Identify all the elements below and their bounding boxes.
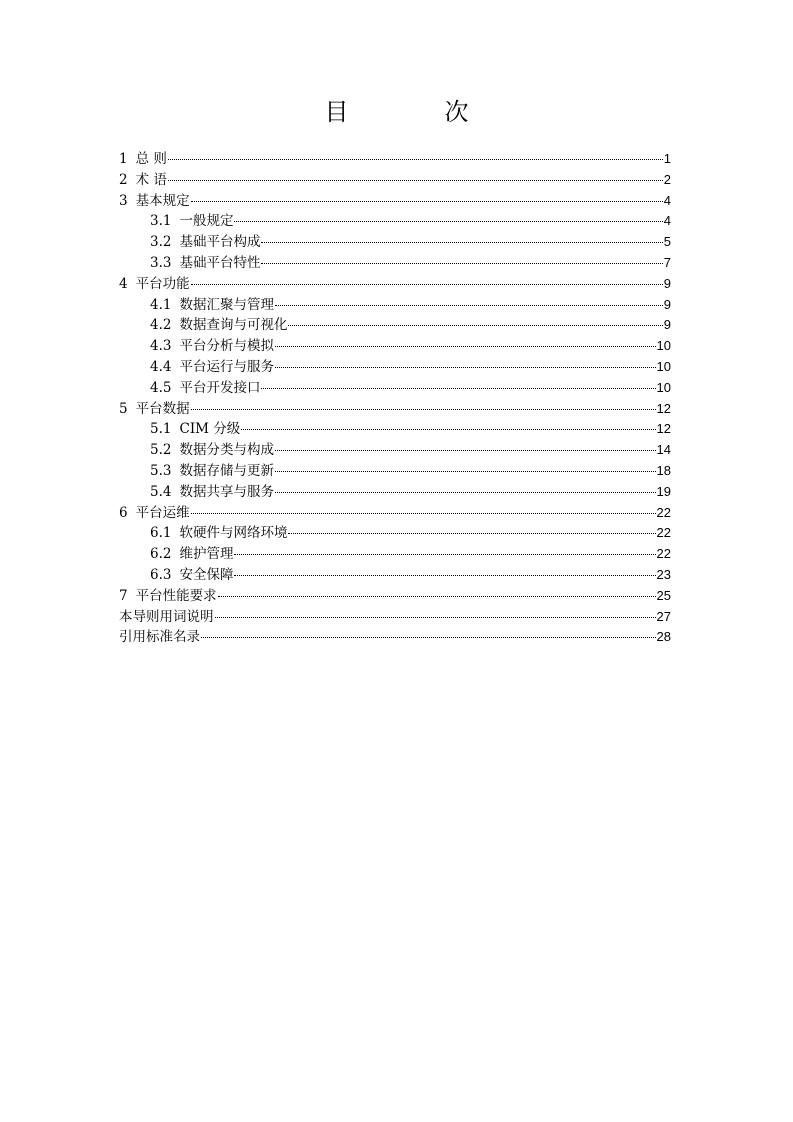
toc-entry[interactable] [119, 565, 671, 586]
page-title: 目 次 [324, 98, 505, 126]
toc-entry[interactable] [119, 149, 671, 170]
toc-entry-page: 2 [663, 171, 671, 187]
toc-entry[interactable] [119, 357, 671, 378]
dot-leader [241, 429, 655, 430]
table-of-contents [119, 149, 671, 648]
toc-entry-title: 基础平台特性 [179, 254, 261, 271]
toc-entry-title: 平台功能 [135, 275, 190, 292]
toc-entry-number: 5 [119, 400, 128, 417]
toc-entry-page: 19 [656, 483, 671, 499]
dot-leader [261, 263, 662, 264]
dot-leader [191, 284, 663, 285]
toc-entry[interactable] [119, 253, 671, 274]
toc-entry[interactable] [119, 295, 671, 316]
toc-entry-title: 本导则用词说明 [119, 608, 214, 625]
toc-entry-number: 4.5 [150, 379, 172, 396]
dot-leader [168, 180, 663, 181]
toc-entry-title: 平台开发接口 [179, 379, 261, 396]
toc-entry-number: 6.1 [150, 525, 172, 542]
toc-entry-page: 5 [663, 234, 671, 250]
toc-entry-page: 10 [656, 358, 671, 374]
toc-entry-number: 3.1 [150, 213, 172, 230]
dot-leader [191, 513, 656, 514]
dot-leader [261, 388, 655, 389]
toc-entry[interactable] [119, 191, 671, 212]
toc-entry-page: 7 [663, 254, 671, 270]
toc-entry[interactable] [119, 482, 671, 503]
toc-entry-number: 3.3 [150, 254, 172, 271]
toc-entry-title: 平台分析与模拟 [179, 338, 274, 355]
toc-entry[interactable] [119, 399, 671, 420]
dot-leader [234, 221, 662, 222]
toc-entry-page: 14 [656, 442, 671, 458]
toc-entry-number: 1 [119, 151, 128, 167]
toc-entry[interactable] [119, 274, 671, 295]
toc-entry-title: CIM 分级 [179, 421, 241, 438]
toc-entry-title: 软硬件与网络环境 [179, 525, 288, 542]
toc-entry[interactable] [119, 232, 671, 253]
toc-entry[interactable] [119, 315, 671, 336]
toc-entry-number: 7 [119, 587, 128, 604]
toc-entry-number: 4 [119, 275, 128, 292]
toc-entry-page: 9 [663, 275, 671, 291]
toc-entry-title: 总 则 [135, 151, 167, 167]
dot-leader [168, 159, 663, 160]
toc-entry-title: 平台运行与服务 [179, 358, 274, 375]
dot-leader [275, 492, 656, 493]
dot-leader [191, 409, 656, 410]
toc-entry-page: 9 [663, 317, 671, 333]
toc-entry-page: 4 [663, 213, 671, 229]
toc-entry-page: 12 [656, 421, 671, 437]
toc-entry-number: 5.2 [150, 442, 172, 459]
toc-entry-page: 27 [656, 608, 671, 624]
dot-leader [261, 242, 662, 243]
toc-entry-page: 12 [656, 400, 671, 416]
toc-entry[interactable] [119, 378, 671, 399]
dot-leader [288, 325, 662, 326]
dot-leader [275, 305, 663, 306]
toc-entry-page: 10 [656, 338, 671, 354]
toc-entry-title: 平台性能要求 [135, 587, 217, 604]
toc-entry-number: 4.2 [150, 317, 172, 334]
toc-entry-page: 18 [656, 462, 671, 478]
toc-entry-page: 22 [656, 546, 671, 562]
toc-entry-number: 5.4 [150, 483, 172, 500]
toc-entry-page: 22 [656, 525, 671, 541]
toc-entry-title: 一般规定 [179, 213, 234, 230]
toc-entry-title: 平台运维 [135, 504, 190, 521]
toc-entry-title: 术 语 [135, 171, 167, 188]
dot-leader [234, 575, 655, 576]
toc-entry-number: 3.2 [150, 234, 172, 251]
dot-leader [201, 637, 656, 638]
toc-entry-title: 平台数据 [135, 400, 190, 417]
toc-entry-number: 6 [119, 504, 128, 521]
toc-entry-title: 基本规定 [135, 192, 190, 209]
toc-entry[interactable] [119, 440, 671, 461]
toc-entry-number: 5.1 [150, 421, 172, 438]
toc-entry-title: 数据分类与构成 [179, 442, 274, 459]
toc-entry-page: 25 [656, 587, 671, 603]
toc-entry[interactable] [119, 170, 671, 191]
toc-entry[interactable] [119, 461, 671, 482]
toc-entry-page: 4 [663, 192, 671, 208]
toc-entry-number: 4.1 [150, 296, 172, 313]
toc-entry-title: 数据共享与服务 [179, 483, 274, 500]
toc-entry-number: 4.4 [150, 358, 172, 375]
toc-entry-title: 引用标准名录 [119, 629, 200, 646]
toc-entry-title: 数据查询与可视化 [179, 317, 288, 334]
dot-leader [191, 201, 663, 202]
dot-leader [275, 450, 656, 451]
toc-entry-number: 6.2 [150, 546, 172, 563]
dot-leader [275, 367, 656, 368]
toc-entry-title: 数据汇聚与管理 [179, 296, 274, 313]
toc-entry[interactable] [119, 627, 671, 648]
toc-entry-number: 5.3 [150, 462, 172, 479]
toc-entry-page: 22 [656, 504, 671, 520]
toc-entry-page: 9 [663, 296, 671, 312]
toc-entry-page: 23 [656, 566, 671, 582]
toc-entry-number: 3 [119, 192, 128, 209]
toc-entry[interactable] [119, 211, 671, 232]
dot-leader [218, 596, 656, 597]
dot-leader [234, 554, 655, 555]
toc-entry[interactable] [119, 503, 671, 524]
toc-entry[interactable] [119, 544, 671, 565]
toc-entry[interactable] [119, 336, 671, 357]
toc-entry-number: 6.3 [150, 566, 172, 583]
toc-entry-number: 2 [119, 171, 128, 188]
toc-entry-page: 10 [656, 379, 671, 395]
toc-entry[interactable] [119, 607, 671, 628]
toc-entry-title: 安全保障 [179, 566, 234, 583]
dot-leader [215, 617, 656, 618]
toc-entry-title: 维护管理 [179, 546, 234, 563]
toc-entry-number: 4.3 [150, 338, 172, 355]
dot-leader [288, 533, 655, 534]
toc-entry-title: 基础平台构成 [179, 234, 261, 251]
toc-entry[interactable] [119, 586, 671, 607]
dot-leader [275, 471, 656, 472]
toc-entry[interactable] [119, 419, 671, 440]
dot-leader [275, 346, 656, 347]
toc-entry-title: 数据存储与更新 [179, 462, 274, 479]
toc-entry[interactable] [119, 523, 671, 544]
toc-entry-page: 1 [663, 151, 671, 166]
toc-entry-page: 28 [656, 629, 671, 645]
